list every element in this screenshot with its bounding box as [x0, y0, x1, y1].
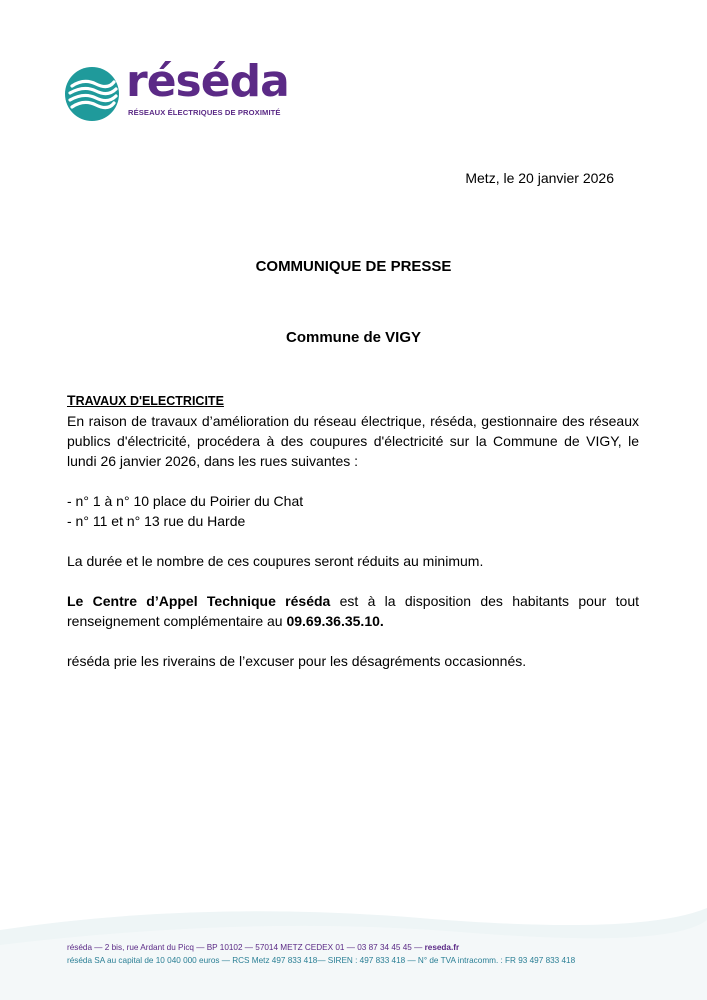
contact-paragraph [67, 591, 639, 631]
intro-paragraph: En raison de travaux d’amélioration du réseau électrique, réséda, gestionnaire des réseaux publics d'électricité, procédera à des coupures d'électricité sur la Commune de VIGY, le lundi 26 janvier 2026, dans les rues suivantes : [67, 413, 639, 469]
logo-wordmark: réséda [126, 56, 289, 107]
contact-center-name: Le Centre d’Appel Technique réséda [67, 593, 331, 609]
document-title: COMMUNIQUE DE PRESSE [255, 258, 452, 275]
contact-phone: 09.69.36.35.10. [286, 613, 384, 629]
reseda-logo [64, 56, 294, 124]
list-item: - n° 1 à n° 10 place du Poirier du Chat [67, 493, 304, 509]
street-list [67, 491, 639, 531]
section-heading [67, 390, 639, 411]
document-body [67, 390, 639, 671]
date-line: Metz, le 20 janvier 2026 [465, 170, 614, 186]
note-paragraph: La durée et le nombre de ces coupures seront réduits au minimum. [67, 553, 484, 569]
footer-line-legal: réséda SA au capital de 10 040 000 euros — RCS Metz 497 833 418— SIREN : 497 833 418 — N° de TVA intracomm. : FR 93 497 833 418 [67, 956, 576, 965]
contact-text: est à la disposition des habitants pour tout renseignement complémentaire au [67, 593, 639, 629]
footer [67, 941, 575, 967]
closing-paragraph: réséda prie les riverains de l’excuser pour les désagréments occasionnés. [67, 653, 527, 669]
section-heading-rest: RAVAUX D'ELECTRICITE [75, 394, 224, 408]
section-heading-initial: T [67, 392, 76, 408]
footer-website-link[interactable]: reseda.fr [424, 943, 460, 952]
document-subtitle: Commune de VIGY [285, 329, 422, 346]
list-item: - n° 11 et n° 13 rue du Harde [67, 513, 246, 529]
reseda-logo-mark-icon [64, 66, 120, 122]
logo-tagline: RÉSEAUX ÉLECTRIQUES DE PROXIMITÉ [128, 108, 281, 117]
footer-line-address: réséda — 2 bis, rue Ardant du Picq — BP 10102 — 57014 METZ CEDEX 01 — 03 87 34 45 45 — reseda.fr [67, 943, 460, 952]
